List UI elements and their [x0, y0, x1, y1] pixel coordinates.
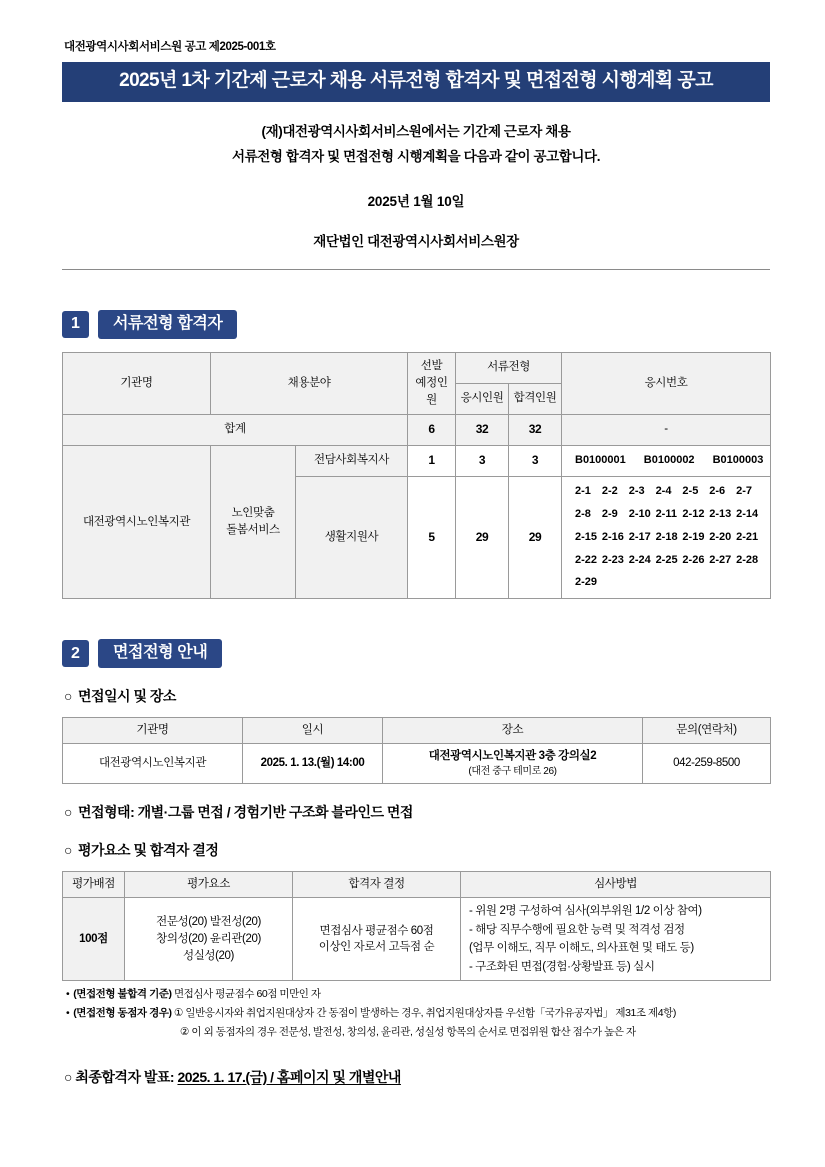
- footnotes: [62, 987, 770, 1040]
- cell-exam-numbers: [562, 476, 771, 599]
- table-row: [63, 897, 771, 981]
- th-planned: [408, 352, 456, 414]
- cell-decision: [293, 897, 461, 981]
- announcement-title: 2025년 1차 기간제 근로자 채용 서류전형 합격자 및 면접전형 시행계획 공고: [62, 62, 770, 102]
- text-line: 이상인 자로서 고득점 순: [318, 941, 435, 954]
- total-label: 합계: [63, 414, 408, 445]
- cell-place-main: 대전광역시노인복지관 3층 강의실2: [428, 750, 597, 763]
- exam-number: 2-7: [736, 484, 753, 497]
- th-datetime: 일시: [243, 718, 383, 744]
- exam-number: B0100002: [643, 453, 695, 466]
- exam-number: 2-25: [655, 553, 678, 566]
- section-2-number: 2: [62, 640, 89, 667]
- cell-place: [383, 744, 643, 784]
- cell-applicants: 29: [456, 476, 509, 599]
- circle-bullet-icon: ○: [64, 804, 72, 821]
- cell-method: [461, 897, 771, 981]
- bullet-criteria-label: 평가요소 및 합격자 결정: [77, 842, 219, 859]
- header-divider: [62, 269, 770, 270]
- th-method: 심사방법: [461, 872, 771, 898]
- th-decision: 합격자 결정: [293, 872, 461, 898]
- total-planned: 6: [408, 414, 456, 445]
- table-row: [63, 445, 771, 476]
- cell-passers: 3: [509, 445, 562, 476]
- exam-number: 2-13: [709, 507, 732, 520]
- exam-number: 2-21: [736, 530, 759, 543]
- section-2-heading: [62, 639, 770, 668]
- footnote-tie-breaker-second: ② 이 외 동점자의 경우 전문성, 발전성, 창의성, 윤리관, 성실성 항목의 순서로 면접위원 합산 점수가 높은 자: [180, 1025, 636, 1038]
- cell-job: 생활지원사: [296, 476, 408, 599]
- interview-schedule-table: [62, 717, 771, 784]
- text-line: 면접심사 평균점수 60점: [319, 924, 434, 937]
- table-header-row: [63, 352, 771, 383]
- exam-number: 2-26: [682, 553, 705, 566]
- final-result-announcement: [64, 1067, 770, 1087]
- cell-job: 전담사회복지사: [296, 445, 408, 476]
- exam-number: 2-19: [682, 530, 705, 543]
- cell-field-line1: 노인맞춤: [231, 507, 275, 520]
- exam-number: 2-8: [575, 507, 591, 520]
- bullet-criteria: [64, 840, 770, 860]
- exam-number: 2-17: [628, 530, 651, 543]
- exam-number: 2-9: [601, 507, 618, 520]
- exam-number: 2-20: [709, 530, 732, 543]
- text-line: (업무 이해도, 직무 이해도, 의사표현 및 태도 등): [469, 942, 694, 955]
- exam-number: 2-14: [736, 507, 759, 520]
- th-passers: 합격인원: [509, 383, 562, 414]
- section-2-title: 면접전형 안내: [98, 639, 222, 668]
- table-header-row: [63, 718, 771, 744]
- exam-number: 2-12: [682, 507, 705, 520]
- exam-number: 2-18: [655, 530, 678, 543]
- square-bullet-icon: •: [66, 988, 70, 1001]
- exam-number: 2-1: [575, 484, 591, 497]
- exam-number: 2-23: [601, 553, 624, 566]
- cell-org: 대전광역시노인복지관: [63, 744, 243, 784]
- announcement-signer: 재단법인 대전광역시사회서비스원장: [313, 233, 519, 249]
- exam-number: 2-29: [575, 576, 598, 589]
- exam-number-list: [565, 453, 767, 469]
- th-applicants: 응시인원: [456, 383, 509, 414]
- announcement-date: 2025년 1월 10일: [367, 193, 465, 209]
- bullet-schedule: [64, 686, 770, 706]
- exam-number-grid: [565, 481, 767, 595]
- th-factors: 평가요소: [125, 872, 293, 898]
- cell-exam-numbers: [562, 445, 771, 476]
- bullet-interview-format: [64, 802, 770, 822]
- total-passers: 32: [509, 414, 562, 445]
- exam-number: 2-22: [575, 553, 598, 566]
- circle-bullet-icon: ○: [64, 1068, 72, 1085]
- cell-applicants: 3: [456, 445, 509, 476]
- cell-factors: [125, 897, 293, 981]
- table-header-row: [63, 872, 771, 898]
- section-1-title: 서류전형 합격자: [98, 310, 237, 339]
- cell-field: [211, 445, 296, 599]
- total-applicants: 32: [456, 414, 509, 445]
- exam-number: 2-11: [655, 507, 677, 520]
- exam-number: B0100003: [712, 453, 764, 466]
- text-line: 성실성(20): [183, 949, 234, 962]
- cell-datetime: 2025. 1. 13.(월) 14:00: [243, 744, 383, 784]
- cell-planned: 1: [408, 445, 456, 476]
- intro-line-1: (재)대전광역시사회서비스원에서는 기간제 근로자 채용: [261, 123, 571, 139]
- footnote-text: 면접심사 평균점수 60점 미만인 자: [171, 988, 321, 1001]
- total-exam-no: -: [562, 414, 771, 445]
- bullet-format-label: 면접형태: 개별·그룹 면접 / 경험기반 구조화 블라인드 면접: [77, 804, 413, 821]
- final-value: 2025. 1. 17.(금) / 홈페이지 및 개별안내: [177, 1068, 401, 1085]
- exam-number: 2-10: [628, 507, 651, 520]
- cell-contact: 042-259-8500: [643, 744, 771, 784]
- text-line: - 구조화된 면접(경험·상황발표 등) 실시: [469, 960, 655, 973]
- exam-number: 2-3: [628, 484, 645, 497]
- exam-number: 2-24: [628, 553, 651, 566]
- circle-bullet-icon: ○: [64, 842, 72, 859]
- footnote-label: (면접전형 불합격 기준): [73, 988, 172, 1001]
- intro-paragraph: [62, 120, 770, 170]
- th-planned-line2: 예정인원: [415, 376, 448, 406]
- exam-number: 2-28: [736, 553, 759, 566]
- cell-planned: 5: [408, 476, 456, 599]
- th-planned-line1: 선발: [420, 360, 443, 373]
- evaluation-criteria-table: [62, 871, 771, 981]
- footnote-tie-breaker: [62, 1006, 770, 1022]
- text-line: - 해당 직무수행에 필요한 능력 및 적격성 검정: [469, 923, 685, 936]
- cell-org: 대전광역시노인복지관: [63, 445, 211, 599]
- cell-field-line2: 돌봄서비스: [226, 524, 280, 537]
- exam-number: 2-2: [601, 484, 618, 497]
- text-line: 전문성(20) 발전성(20): [156, 916, 261, 929]
- th-contact: 문의(연락처): [643, 718, 771, 744]
- exam-number: 2-6: [709, 484, 726, 497]
- exam-number: 2-16: [601, 530, 624, 543]
- cell-score: 100점: [63, 897, 125, 981]
- document-screening-results-table: [62, 352, 771, 600]
- th-field: 채용분야: [211, 352, 408, 414]
- intro-line-2: 서류전형 합격자 및 면접전형 시행계획을 다음과 같이 공고합니다.: [231, 148, 601, 164]
- square-bullet-icon: •: [66, 1007, 70, 1020]
- exam-number: 2-4: [655, 484, 672, 497]
- th-org: 기관명: [63, 718, 243, 744]
- th-org: 기관명: [63, 352, 211, 414]
- th-doc-screening: 서류전형: [456, 352, 562, 383]
- footnote-fail-criteria: [62, 987, 770, 1003]
- exam-number: 2-15: [575, 530, 598, 543]
- text-line: - 위원 2명 구성하여 심사(외부위원 1/2 이상 참여): [469, 904, 702, 917]
- cell-place-sub: (대전 중구 테미로 26): [468, 765, 557, 777]
- exam-number: 2-5: [682, 484, 699, 497]
- text-line: 창의성(20) 윤리관(20): [156, 932, 261, 945]
- exam-number: 2-27: [709, 553, 732, 566]
- document-number: 대전광역시사회서비스원 공고 제2025-001호: [64, 41, 276, 53]
- exam-number: B0100001: [575, 453, 626, 466]
- th-place: 장소: [383, 718, 643, 744]
- cell-passers: 29: [509, 476, 562, 599]
- table-row-total: [63, 414, 771, 445]
- th-score: 평가배점: [63, 872, 125, 898]
- footnote-text: ① 일반응시자와 취업지원대상자 간 동점이 발생하는 경우, 취업지원대상자를 우선함「국가유공자법」 제31조 제4항): [171, 1007, 676, 1020]
- table-row: [63, 744, 771, 784]
- final-label: 최종합격자 발표:: [75, 1068, 178, 1085]
- th-exam-no: 응시번호: [562, 352, 771, 414]
- circle-bullet-icon: ○: [64, 688, 72, 705]
- section-1-number: 1: [62, 311, 89, 338]
- footnote-label: (면접전형 동점자 경우): [73, 1007, 172, 1020]
- section-1-heading: [62, 310, 770, 339]
- bullet-schedule-label: 면접일시 및 장소: [77, 688, 176, 705]
